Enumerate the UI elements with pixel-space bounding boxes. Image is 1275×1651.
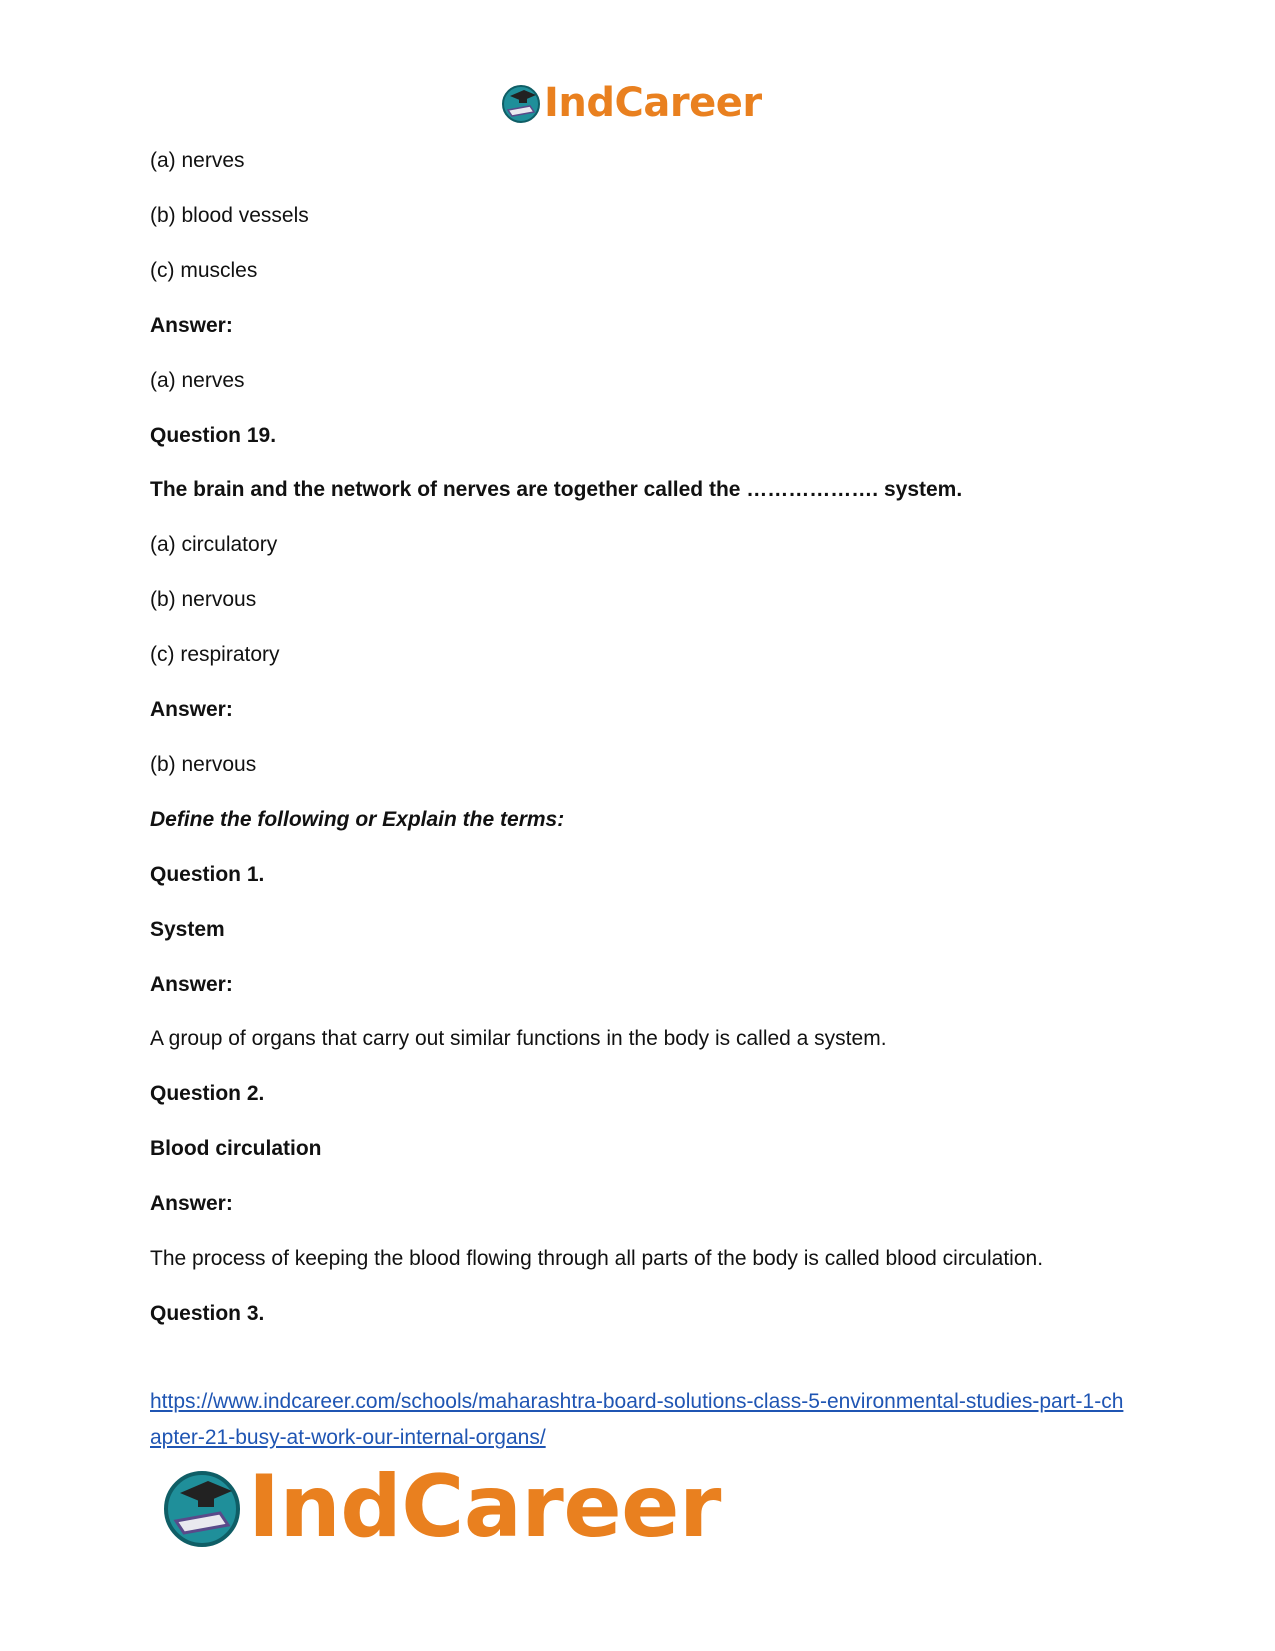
text-line: Blood circulation <box>150 1137 322 1160</box>
text-line: Answer: <box>150 314 233 337</box>
header-logo <box>500 78 762 128</box>
footer-logo <box>160 1457 721 1557</box>
text-line: The process of keeping the blood flowing through all parts of the body is called blood circulation. <box>150 1247 1044 1270</box>
text-line: (b) blood vessels <box>150 204 309 227</box>
text-line: System <box>150 918 225 941</box>
logo-text: IndCareer <box>248 1457 721 1557</box>
globe-graduate-icon <box>160 1465 244 1549</box>
text-line: (a) nerves <box>150 149 245 172</box>
text-line: Question 3. <box>150 1302 265 1325</box>
text-line: (c) muscles <box>150 259 258 282</box>
source-link[interactable]: https://www.indcareer.com/schools/maharashtra-board-solutions-class-5-environmental-studies-part-1-chapter-21-busy-at-work-our-internal-organs/ <box>150 1390 1124 1449</box>
text-line: The brain and the network of nerves are together called the ………………. system. <box>150 478 963 501</box>
text-line: Answer: <box>150 973 233 996</box>
text-line: Answer: <box>150 698 233 721</box>
text-line: (c) respiratory <box>150 643 280 666</box>
text-line: Question 19. <box>150 424 277 447</box>
text-line: Question 1. <box>150 863 265 886</box>
text-line: (b) nervous <box>150 588 257 611</box>
text-line: Answer: <box>150 1192 233 1215</box>
text-line: (a) nerves <box>150 369 245 392</box>
text-line: Question 2. <box>150 1082 265 1105</box>
globe-graduate-icon <box>500 82 542 124</box>
logo-text: IndCareer <box>544 80 762 126</box>
text-line: A group of organs that carry out similar functions in the body is called a system. <box>150 1027 887 1050</box>
text-line: (b) nervous <box>150 753 257 776</box>
text-line: Define the following or Explain the terms: <box>150 808 565 831</box>
text-line: (a) circulatory <box>150 533 278 556</box>
